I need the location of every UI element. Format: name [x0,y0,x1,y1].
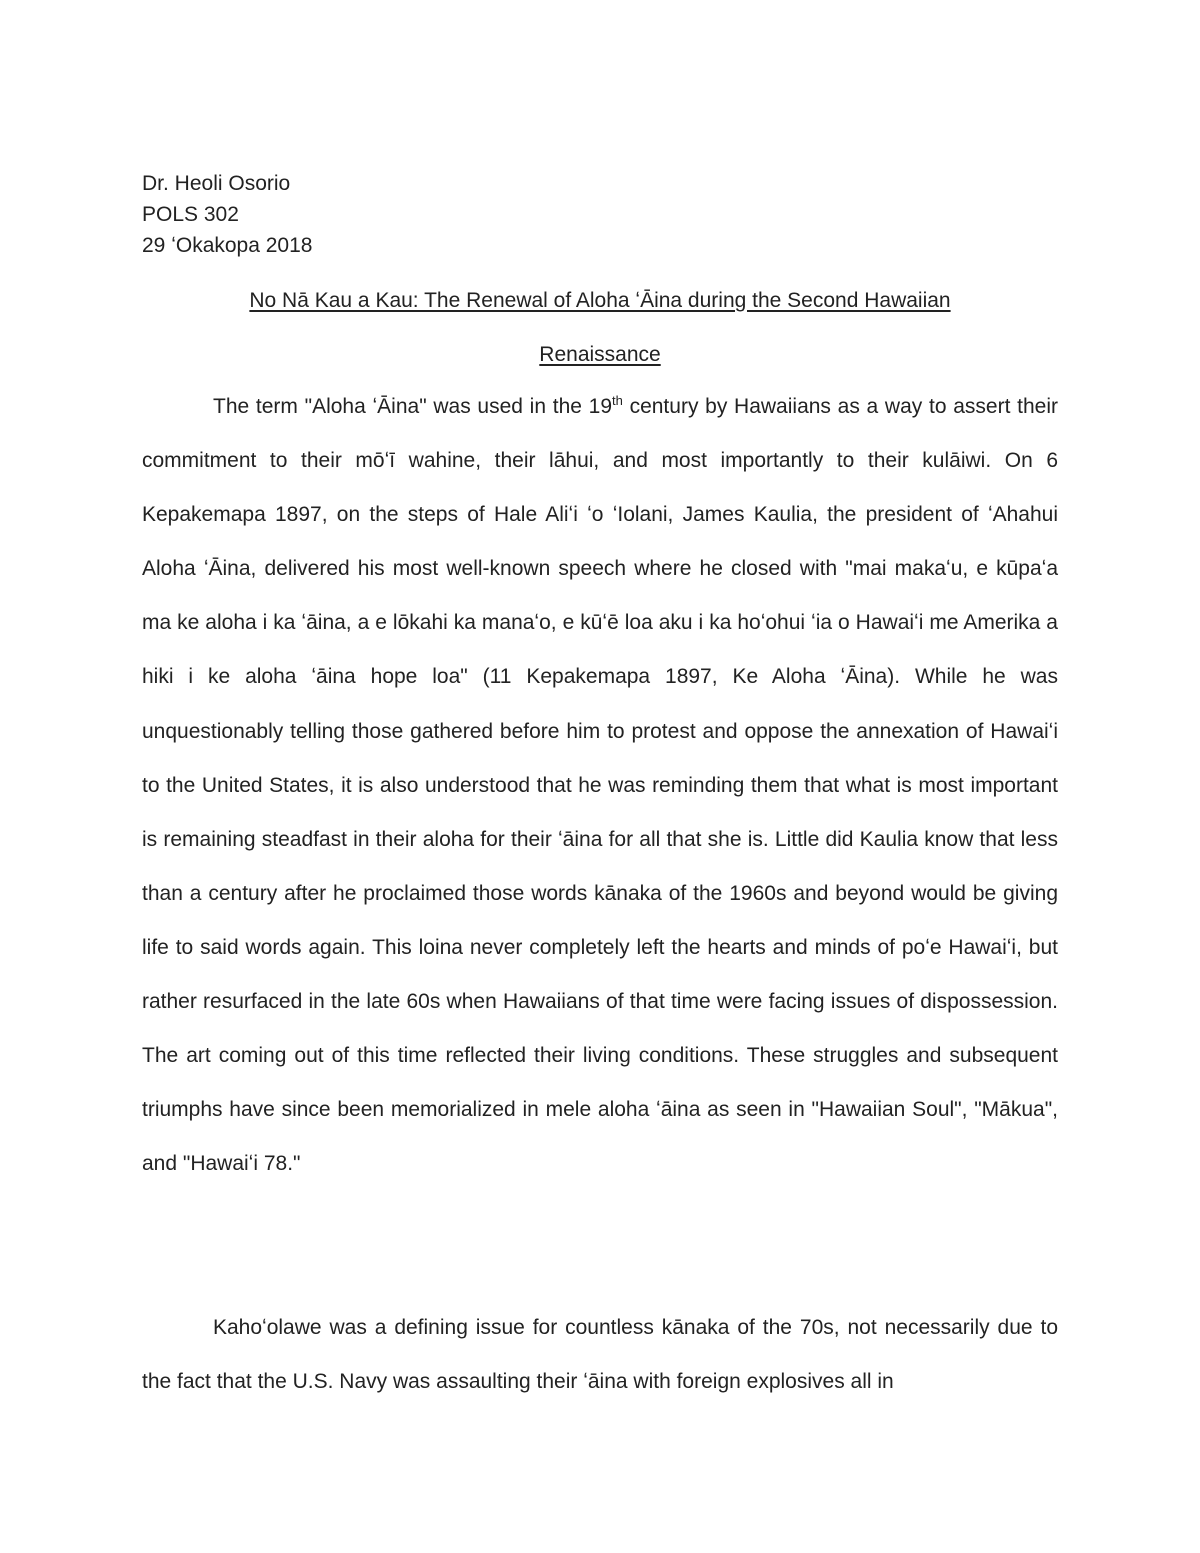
body-paragraph-1 [142,380,1058,1191]
instructor-name: Dr. Heoli Osorio [142,172,291,195]
paragraph-1-text-a: The term "Aloha ʻĀina" was used in the 19 [213,395,613,418]
document-title-line-1: No Nā Kau a Kau: The Renewal of Aloha ʻĀina during the Second Hawaiian [249,289,951,312]
paragraph-1-text-b: century by Hawaiians as a way to assert their commitment to their mōʻī wahine, their lāhui, and most importantly to their kulāiwi. On 6 Kepakemapa 1897, on the steps of Hale Aliʻi ʻo ʻIolani, James Kaulia, the president of ʻAhahui Aloha ʻĀina, delivered his most well-known speech where he closed with "mai makaʻu, e kūpaʻa ma ke aloha i ka ʻāina, a e lōkahi ka manaʻo, e kūʻē loa aku i ka hoʻohui ʻia o Hawaiʻi me Amerika a hiki i ke aloha ʻāina hope loa" (11 Kepakemapa 1897, Ke Aloha ʻĀina). While he was unquestionably telling those gathered before him to protest and oppose the annexation of Hawaiʻi to the United States, it is also understood that he was reminding them that what is most important is remaining steadfast in their aloha for their ʻāina for all that she is. Little did Kaulia know that less than a century after he proclaimed those words kānaka of the 1960s and beyond would be giving life to said words again. This loina never completely left the hearts and minds of poʻe Hawaiʻi, but rather resurfaced in the late 60s when Hawaiians of that time were facing issues of dispossession. The art coming out of this time reflected their living conditions. These struggles and subsequent triumphs have since been memorialized in mele aloha ʻāina as seen in "Hawaiian Soul", "Mākua", and "Hawaiʻi 78." [142,395,1058,1176]
body-paragraph-2: Kahoʻolawe was a defining issue for countless kānaka of the 70s, not necessarily due to the fact that the U.S. Navy was assaulting their ʻāina with foreign explosives all in [142,1316,1058,1394]
body-paragraph-1-block [142,380,1058,1191]
body-paragraph-2-block [142,1301,1058,1409]
document-header [142,168,312,261]
ordinal-superscript: th [612,393,623,408]
document-title-line-2: Renaissance [539,343,661,366]
document-date: 29 ʻOkakopa 2018 [142,234,313,257]
course-code: POLS 302 [142,203,239,226]
